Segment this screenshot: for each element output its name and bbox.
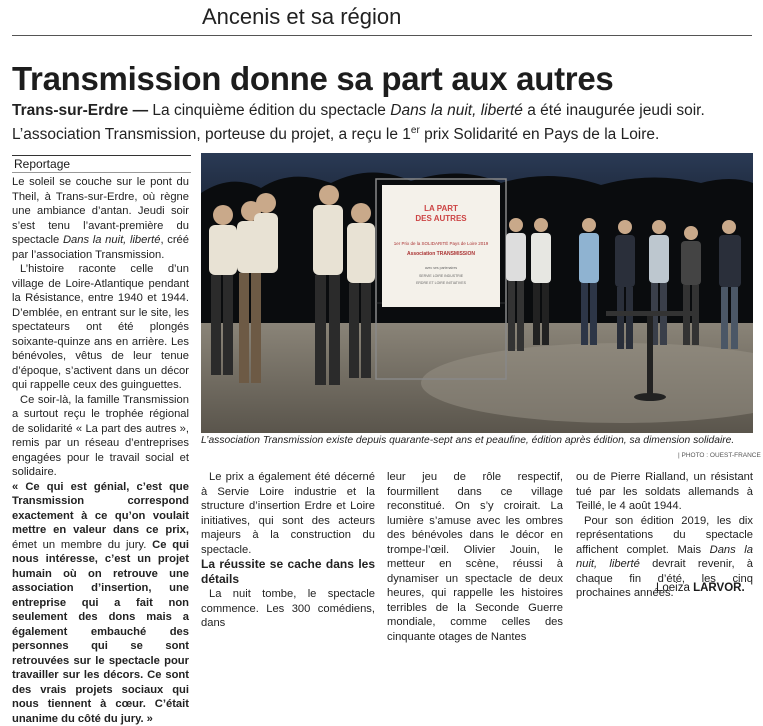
section-header bbox=[12, 0, 752, 36]
ordinal-suffix: er bbox=[411, 125, 420, 136]
lead-paragraph bbox=[12, 101, 757, 145]
quote-paragraph: « Ce qui est génial, c’est que Transmission correspond exactement à ce qu’on voulait mettre en valeur dans ce prix, émet un membre du jury. Ce qui nous intéresse, c’est un projet humain où on retrouve une association d’insertion, une entreprise qui a fait non seulement des dons mais a également embauché des personnes qui se sont retrouvées sur le spectacle pour travailler sur les décors. Ce sont des vrais projets sociaux qui nous tiennent à cœur. C’était unanime du côté du jury. » bbox=[12, 480, 189, 726]
photo-credit: | PHOTO : OUEST-FRANCE bbox=[678, 452, 761, 459]
table bbox=[606, 311, 696, 316]
paragraph: Le prix a également été décerné à Servie Loire industrie et la structure d’insertion Erdre et Loire initiatives, qui sont des acteurs majeurs à la construction du spectacle. bbox=[201, 470, 375, 557]
banner-logo: DES AUTRES bbox=[415, 214, 467, 223]
paragraph: leur jeu de rôle respectif, fourmillent dans ce village reconstitué. On s’y croirait. La lumière s’amuse avec les ombres des bénévoles dans le décor en trompe-l’œil. Olivier Jouin, le metteur en scène, réussi à dynamiser un spectacle de deux heures, qui rappelle les histoires terribles de la Seconde Guerre mondiale, comme celles des cinquante otages de Nantes bbox=[387, 470, 563, 644]
dateline: Trans-sur-Erdre — bbox=[12, 102, 148, 119]
section-title: Ancenis et sa région bbox=[202, 4, 401, 30]
show-title: Dans la nuit, liberté bbox=[390, 102, 523, 119]
article-column-1 bbox=[12, 175, 189, 726]
paragraph: L’histoire raconte celle d’un village de Loire-Atlantique pendant la Résistance, entre 1940 et 1944. D’emblée, en entrant sur le site, les spectateurs ont été plongés soixante-quinze ans en arrière. Les bénévoles, vêtus de leur tenue d’époque, s’activent dans un décor qui rappelle ceux des guinguettes. bbox=[12, 262, 189, 393]
photo-caption: L’association Transmission existe depuis quarante-sept ans et peaufine, édition après édition, sa dimension solidaire. bbox=[201, 435, 753, 446]
banner-text: SERVIE LOIRE INDUSTRIE bbox=[419, 274, 464, 278]
paragraph: Pour son édition 2019, les dix représentations du spectacle affichent complet. Mais Dans la nuit, liberté devrait revenir, à chaque fin d’été, les cinq prochaines années. bbox=[576, 514, 753, 601]
article-column-2 bbox=[201, 470, 375, 631]
article-column-3 bbox=[387, 470, 563, 644]
headline: Transmission donne sa part aux autres bbox=[12, 60, 613, 98]
article-column-4 bbox=[576, 470, 753, 601]
banner-text: Association TRANSMISSION bbox=[407, 251, 475, 257]
paragraph: ou de Pierre Rialland, un résistant tué par les soldats allemands à Teillé, le 4 août 1944. bbox=[576, 470, 753, 514]
article-photo bbox=[201, 153, 753, 433]
banner-text: avec ses partenaires bbox=[425, 266, 458, 270]
lead-text: prix Solidarité en Pays de la Loire. bbox=[420, 126, 660, 143]
lead-text: La cinquième édition du spectacle bbox=[148, 102, 390, 119]
paragraph: La nuit tombe, le spectacle commence. Les 300 comédiens, dans bbox=[201, 587, 375, 631]
banner-text: 1er Prix de la SOLIDARITÉ Pays de Loire 2019 bbox=[394, 240, 489, 246]
paragraph: Le soleil se couche sur le pont du Theil, à Trans-sur-Erdre, où règne une ambiance d’antan. Jeudi soir s’est tenu l’avant-première du spectacle Dans la nuit, liberté, créé par l’association Transmission. bbox=[12, 175, 189, 262]
subheading: La réussite se cache dans les détails bbox=[201, 557, 375, 587]
banner-logo: LA PART bbox=[424, 204, 458, 213]
paragraph: Ce soir-là, la famille Transmission a surtout reçu le trophée régional de solidarité « La part des autres », remis par un réseau d’entreprises engagées pour le travail social et solidaire. bbox=[12, 393, 189, 480]
lead-text: a été inaugurée jeudi soir. L’association Transmission, porteuse du projet, a reçu le 1 bbox=[12, 102, 705, 143]
banner-text: ERDRE ET LOIRE INITIATIVES bbox=[416, 281, 467, 285]
kicker-label: Reportage bbox=[12, 155, 191, 173]
photo-illustration bbox=[201, 153, 753, 433]
author-byline: Loeiza LARVOR. bbox=[656, 582, 745, 594]
